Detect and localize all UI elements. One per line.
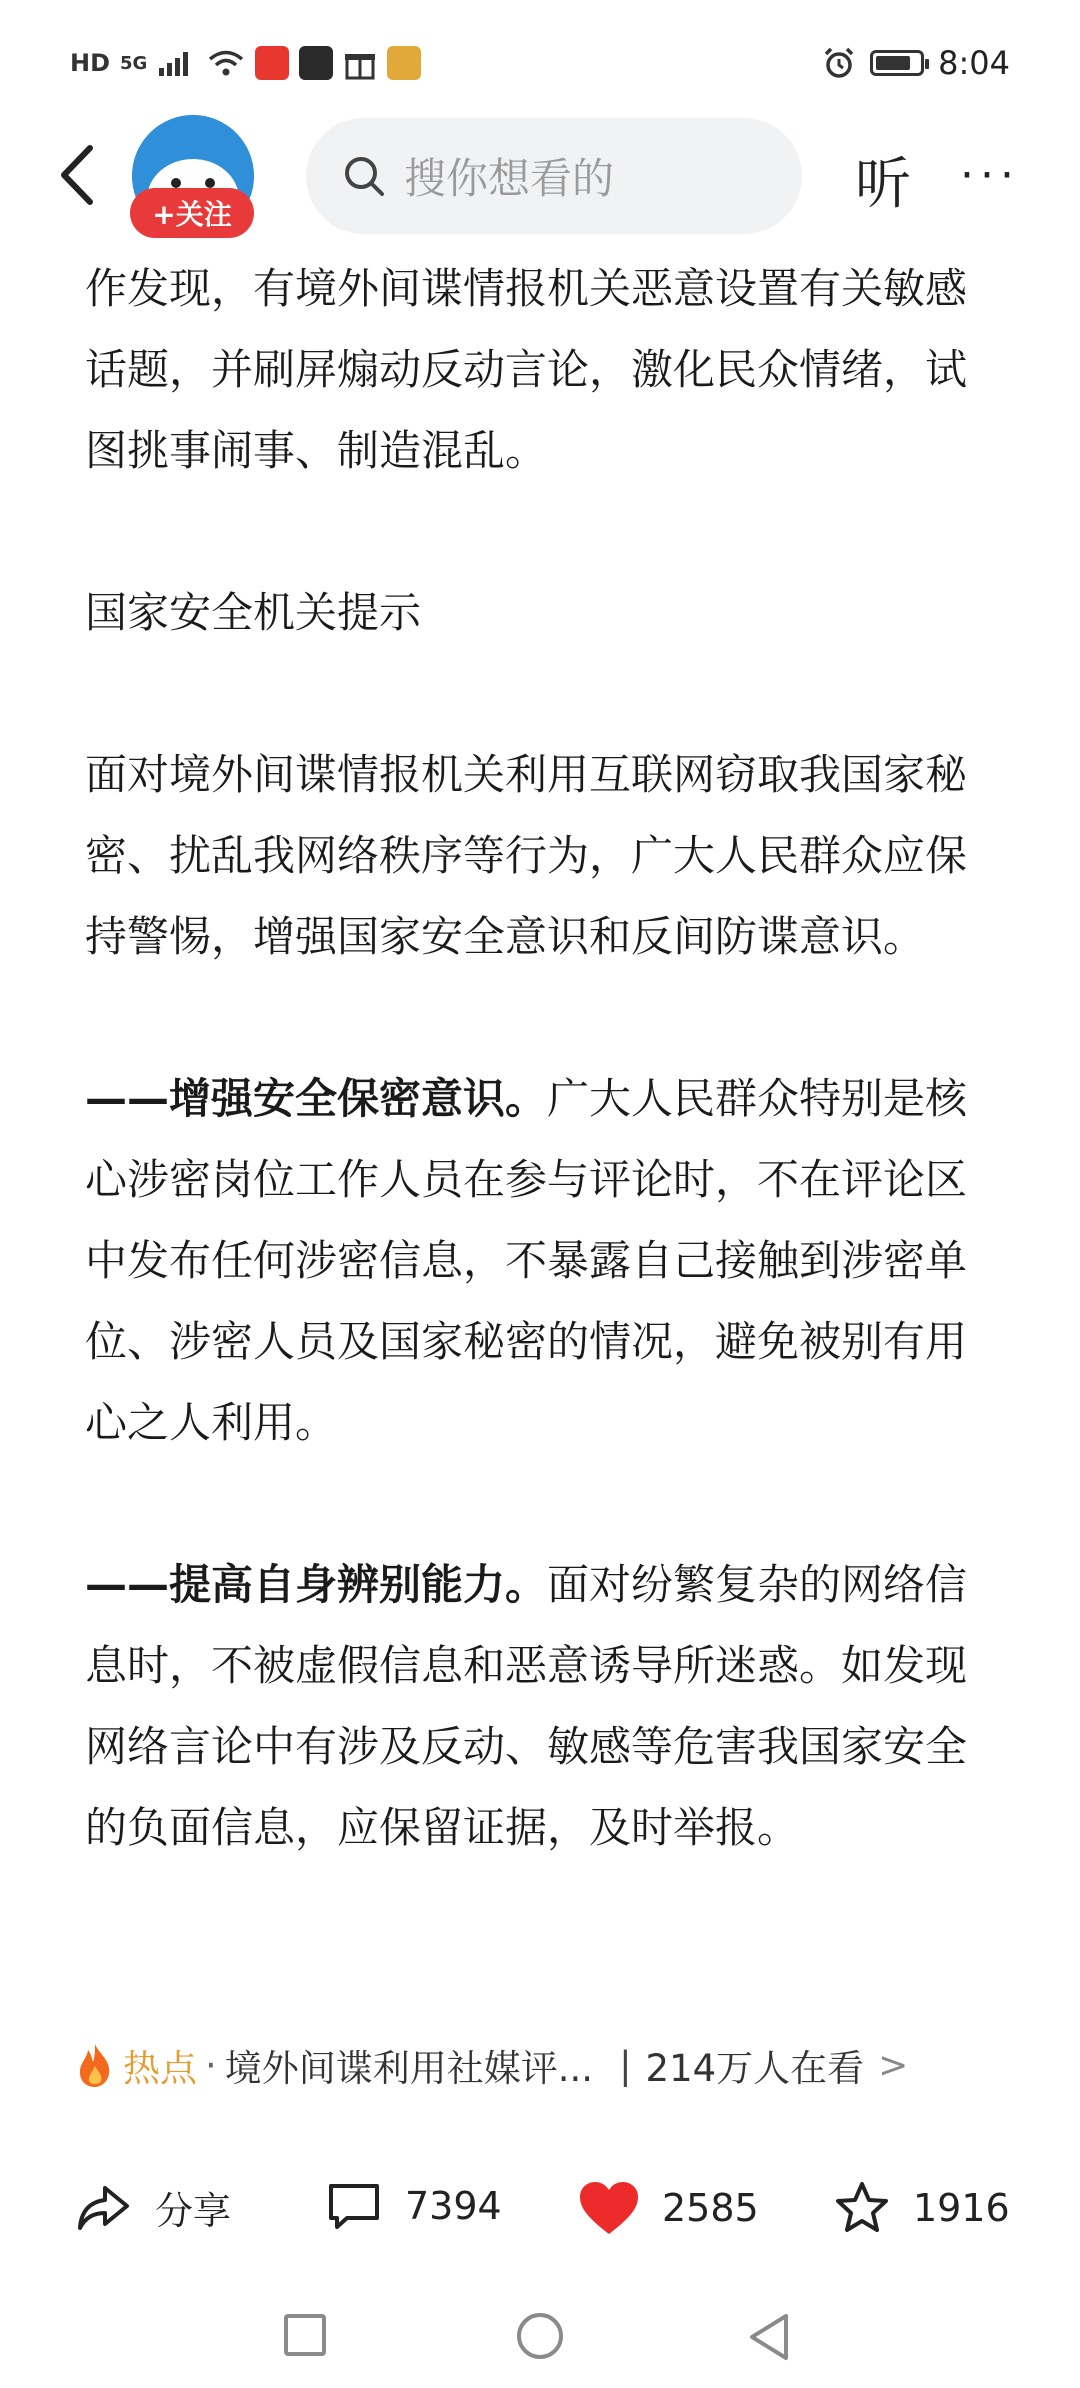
app-notification-icon xyxy=(255,46,289,80)
article-point xyxy=(85,1544,1005,1868)
point-text: 面对纷繁复杂的网络信息时，不被虚假信息和恶意诱导所迷惑。如发现网络言论中有涉及反动、敏感等危害我国家安全的负面信息，应保留证据，及时举报。 xyxy=(85,1560,968,1852)
search-placeholder: 搜你想看的 xyxy=(404,154,615,203)
comment-count: 7394 xyxy=(405,2184,502,2228)
hot-dot: · xyxy=(205,2043,217,2087)
signal-icon xyxy=(157,48,197,78)
nav-back-icon[interactable] xyxy=(744,2310,794,2364)
article-paragraph: 面对境外间谍情报机关利用互联网窃取我国家秘密、扰乱我网络秩序等行为，广大人民群众应保持警惕，增强国家安全意识和反间防谍意识。 xyxy=(85,750,968,961)
search-bar[interactable] xyxy=(306,118,802,234)
chevron-right-icon: > xyxy=(878,2044,909,2086)
point-title: ——增强安全保密意识。 xyxy=(85,1074,548,1123)
hd-indicator: HD xyxy=(70,49,111,77)
status-time: 8:04 xyxy=(938,44,1010,82)
network-indicator: 5G xyxy=(120,52,148,74)
hot-topic-bar[interactable] xyxy=(75,2030,1005,2100)
wifi-icon xyxy=(207,48,245,78)
point-title: ——提高自身辨别能力。 xyxy=(85,1560,548,1609)
status-right xyxy=(822,44,1010,82)
system-nav-bar xyxy=(0,2290,1080,2388)
star-icon xyxy=(833,2180,891,2236)
app-notification-icon xyxy=(299,46,333,80)
like-button[interactable] xyxy=(578,2180,759,2236)
home-icon[interactable] xyxy=(512,2310,568,2366)
share-icon xyxy=(75,2182,133,2234)
heart-icon xyxy=(578,2180,640,2236)
more-button[interactable]: ··· xyxy=(960,150,1020,201)
share-button[interactable] xyxy=(75,2180,231,2235)
hot-viewer-count: 214万人在看 xyxy=(645,2047,865,2090)
article-point xyxy=(85,1058,1005,1463)
article-body xyxy=(85,248,1005,1949)
gift-icon xyxy=(343,46,377,80)
article-heading: 国家安全机关提示 xyxy=(85,588,422,637)
hot-topic-title[interactable]: 境外间谍利用社媒评... xyxy=(224,2047,594,2090)
back-icon[interactable] xyxy=(50,140,110,210)
mail-notification-icon xyxy=(387,46,421,80)
favorite-count: 1916 xyxy=(913,2186,1010,2230)
flame-icon xyxy=(75,2042,115,2088)
follow-button[interactable]: +关注 xyxy=(130,188,254,238)
article-paragraph: 作发现，有境外间谍情报机关恶意设置有关敏感话题，并刷屏煽动反动言论，激化民众情绪，试图挑事闹事、制造混乱。 xyxy=(85,264,968,475)
favorite-button[interactable] xyxy=(833,2180,1010,2236)
comment-icon xyxy=(325,2180,383,2232)
hot-divider: | xyxy=(619,2043,632,2087)
share-label: 分享 xyxy=(155,2189,232,2233)
comment-button[interactable] xyxy=(325,2180,502,2232)
point-text: 广大人民群众特别是核心涉密岗位工作人员在参与评论时，不在评论区中发布任何涉密信息，不暴露自己接触到涉密单位、涉密人员及国家秘密的情况，避免被别有用心之人利用。 xyxy=(85,1074,968,1447)
battery-icon xyxy=(870,50,924,76)
listen-button[interactable]: 听 xyxy=(855,152,911,217)
like-count: 2585 xyxy=(662,2186,759,2230)
hot-label: 热点 xyxy=(123,2047,197,2090)
action-bar xyxy=(0,2160,1080,2270)
search-icon xyxy=(340,152,388,200)
status-left xyxy=(70,46,421,80)
alarm-icon xyxy=(822,46,856,80)
status-bar xyxy=(0,0,1080,130)
recent-apps-icon[interactable] xyxy=(280,2310,330,2360)
